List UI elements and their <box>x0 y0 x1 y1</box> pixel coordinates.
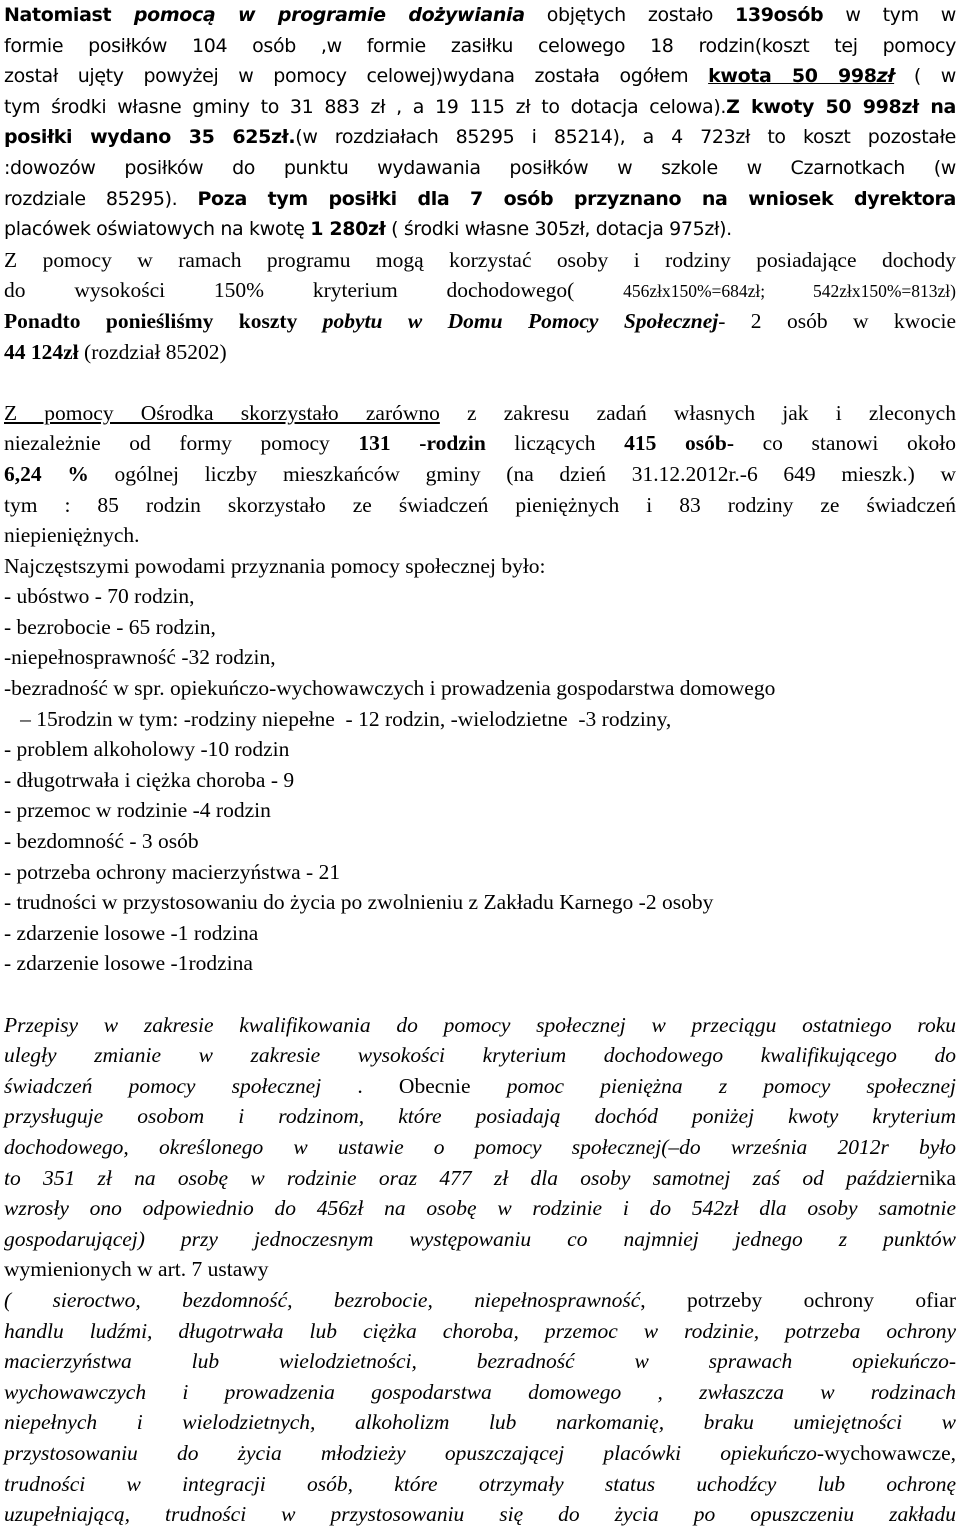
list-item: - zdarzenie losowe -1rodzina <box>4 951 253 976</box>
text-italic: niepełnych i wielodzietnych, alkoholizm lub narkomanię, braku umiejętności w <box>4 1410 956 1435</box>
text-italic: przysługuje osobom i rodzinom, które posiadają dochód poniżej kwoty kryterium <box>4 1104 956 1129</box>
text-line <box>4 337 956 368</box>
list-item: - długotrwała i ciężka choroba - 9 <box>4 767 295 792</box>
text-italic: handlu ludźmi, długotrwała lub ciężka choroba, przemoc w rodzinie, potrzeba ochrony <box>4 1318 956 1343</box>
text-line <box>4 1224 956 1255</box>
text-line <box>4 1438 956 1469</box>
list-item: - trudności w przystosowaniu do życia po zwolnieniu z Zakładu Karnego -2 osoby <box>4 890 714 915</box>
text-line <box>4 1193 956 1224</box>
text-line <box>4 184 956 215</box>
text-bold: 44 124zł <box>4 339 79 364</box>
text-line <box>4 428 956 459</box>
list-item: - bezdomność - 3 osób <box>4 829 199 854</box>
text-line <box>4 1285 956 1316</box>
list-item: – 15rodzin w tym: -rodziny niepełne - 12 rodzin, -wielodzietne -3 rodziny, <box>4 706 672 731</box>
text-bold: 6,24 % <box>4 461 89 486</box>
text-line <box>4 92 956 123</box>
reasons-heading: Najczęstszymi powodami przyznania pomocy społecznej było: <box>4 553 546 578</box>
text-span: został ujęty powyżej w pomocy celowej)wydana została ogółem <box>4 65 709 88</box>
text-line <box>4 1377 956 1408</box>
text-italic: świadczeń pomocy społecznej <box>4 1073 322 1098</box>
text-bold: 415 osób- <box>624 431 735 456</box>
spacer <box>4 979 956 1010</box>
text-italic: przystosowaniu do życia młodzieży opuszczającej placówki opiekuńczo- <box>4 1440 825 1465</box>
text-italic: pomoc pieniężna z pomocy społecznej <box>506 1073 956 1098</box>
text-span: w tym w <box>823 4 956 26</box>
text-bold: 131 -rodzin <box>358 431 486 456</box>
text-span: (w rozdziałach 85295 i 85214), a 4 723zł to koszt pozostałe <box>295 126 956 149</box>
text-bold: 1 280zł <box>310 218 386 241</box>
text-line <box>4 1346 956 1377</box>
text-bold: Natomiast <box>4 4 134 26</box>
text-line <box>4 1316 956 1347</box>
list-item: - przemoc w rodzinie -4 rodzin <box>4 798 271 823</box>
text-line <box>4 1499 956 1530</box>
text-span: ( w <box>894 65 956 88</box>
text-line <box>4 1163 956 1194</box>
text-italic: wychowawczych i prowadzenia gospodarstwa domowego , zwłaszcza w rodzinach <box>4 1379 956 1404</box>
text-span: wychowawcze, <box>824 1440 956 1465</box>
text-line <box>4 459 956 490</box>
text-span: (rozdział 85202) <box>78 339 227 364</box>
text-span: rozdziale 85295). <box>4 187 198 210</box>
list-item: - bezrobocie - 65 rodzin, <box>4 614 216 639</box>
text-line <box>4 1040 956 1071</box>
text-line <box>4 214 956 245</box>
text-span: co stanowi około <box>734 431 956 456</box>
list-item: -bezradność w spr. opiekuńczo-wychowawczych i prowadzenia gospodarstwa domowego <box>4 676 776 701</box>
text-span: nika <box>918 1165 956 1190</box>
reasons-list <box>4 551 956 979</box>
list-item: - ubóstwo - 70 rodzin, <box>4 584 195 609</box>
text-italic: gospodarującej) przy jednoczesnym występowaniu co najmniej jednego z punktów <box>4 1226 956 1251</box>
text-bold: posiłki wydano 35 625zł. <box>4 126 296 149</box>
text-bold: Poza tym posiłki dla 7 osób przyznano na wniosek dyrektora <box>197 187 957 210</box>
text-line <box>4 1071 956 1102</box>
list-item: -niepełnosprawność -32 rodzin, <box>4 645 276 670</box>
text-bold: Z kwoty 50 998zł na <box>726 95 956 118</box>
text-italic: dochodowego, określonego w ustawie o pomocy społecznej(–do września 2012r było <box>4 1134 956 1159</box>
text-line: wymienionych w art. 7 ustawy <box>4 1257 269 1282</box>
text-span: ( środki własne 305zł, dotacja 975zł). <box>385 218 732 241</box>
text-line <box>4 1132 956 1163</box>
text-line <box>4 398 956 429</box>
text-span: . Obecnie <box>321 1073 507 1098</box>
spacer <box>4 367 956 398</box>
text-line <box>4 1407 956 1438</box>
text-small: 456złx150%=684zł; 542złx150%=813zł) <box>623 281 956 302</box>
list-item: - zdarzenie losowe -1 rodzina <box>4 920 259 945</box>
text-line <box>4 1010 956 1041</box>
text-line <box>4 122 956 153</box>
paragraph-program-eligibility <box>4 245 956 367</box>
text-bold-italic-underline: zł <box>876 65 895 88</box>
text-line: tym : 85 rodzin skorzystało ze świadczeń pieniężnych i 83 rodziny ze świadczeń <box>4 492 956 517</box>
text-span: objętych zostało <box>524 4 736 26</box>
list-item: - problem alkoholowy -10 rodzin <box>4 737 290 762</box>
text-line <box>4 61 956 92</box>
paragraph-beneficiaries <box>4 398 956 551</box>
text-span: - 2 osób w kwocie <box>718 308 956 333</box>
text-span: ogólnej liczby mieszkańców gminy (na dzień 31.12.2012r.-6 649 mieszk.) w <box>88 461 956 486</box>
paragraph-feeding-program <box>4 0 956 245</box>
text-line: Z pomocy w ramach programu mogą korzystać osoby i rodziny posiadające dochody <box>4 247 956 272</box>
text-line <box>4 1101 956 1132</box>
text-span: niezależnie od formy pomocy <box>4 431 359 456</box>
text-italic: macierzyństwa lub wielodzietności, bezradność w sprawach opiekuńczo- <box>4 1349 956 1374</box>
text-line <box>4 0 956 31</box>
text-italic: ( sieroctwo, bezdomność, bezrobocie, niepełnosprawność <box>4 1287 641 1312</box>
text-bold-underline: kwota 50 998 <box>708 65 877 88</box>
text-italic: uzupełniającą, trudności w przystosowaniu się do życia po opuszczeniu zakładu <box>4 1502 956 1527</box>
document-page <box>4 0 956 1530</box>
text-line: formie posiłków 104 osób ,w formie zasiłku celowego 18 rodzin(koszt tej pomocy <box>4 34 956 57</box>
text-span: placówek oświatowych na kwotę <box>4 218 311 241</box>
text-span: do wysokości 150% kryterium dochodowego( <box>4 278 624 303</box>
text-line: niepieniężnych. <box>4 523 140 548</box>
text-bold-italic: pomocą w programie dożywiania <box>133 4 525 26</box>
text-span: , potrzeby ochrony ofiar <box>640 1287 956 1312</box>
text-bold: 139osób <box>735 4 824 26</box>
text-italic: Przepisy w zakresie kwalifikowania do pomocy społecznej w przeciągu ostatniego roku <box>4 1012 956 1037</box>
text-line: :dowozów posiłków do punktu wydawania posiłków w szkole w Czarnotkach (w <box>4 156 956 179</box>
text-italic: wzrosły ono odpowiednio do 456zł na osobę w rodzinie i do 542zł dla osoby samotnie <box>4 1196 956 1221</box>
text-span: z zakresu zadań własnych jak i zleconych <box>439 400 956 425</box>
text-span: liczących <box>485 431 625 456</box>
text-underline: Z pomocy Ośrodka skorzystało zarówno <box>4 400 440 425</box>
text-line <box>4 306 956 337</box>
text-line <box>4 275 956 306</box>
text-italic: to 351 zł na osobę w rodzinie oraz 477 zł dla osoby samotnej zaś od paździer <box>4 1165 919 1190</box>
text-italic: uległy zmianie w zakresie wysokości kryterium dochodowego kwalifikującego do <box>4 1043 956 1068</box>
text-span: tym środki własne gminy to 31 883 zł , a 19 115 zł to dotacja celowa). <box>4 95 727 118</box>
text-line <box>4 1469 956 1500</box>
paragraph-regulations <box>4 1010 956 1530</box>
text-italic: trudności w integracji osób, które otrzymały status uchodźcy lub ochronę <box>4 1471 956 1496</box>
list-item: - potrzeba ochrony macierzyństwa - 21 <box>4 859 341 884</box>
text-bold-italic: pobytu w Domu Pomocy Społecznej <box>322 308 719 333</box>
text-bold: Ponadto ponieśliśmy koszty <box>4 308 323 333</box>
